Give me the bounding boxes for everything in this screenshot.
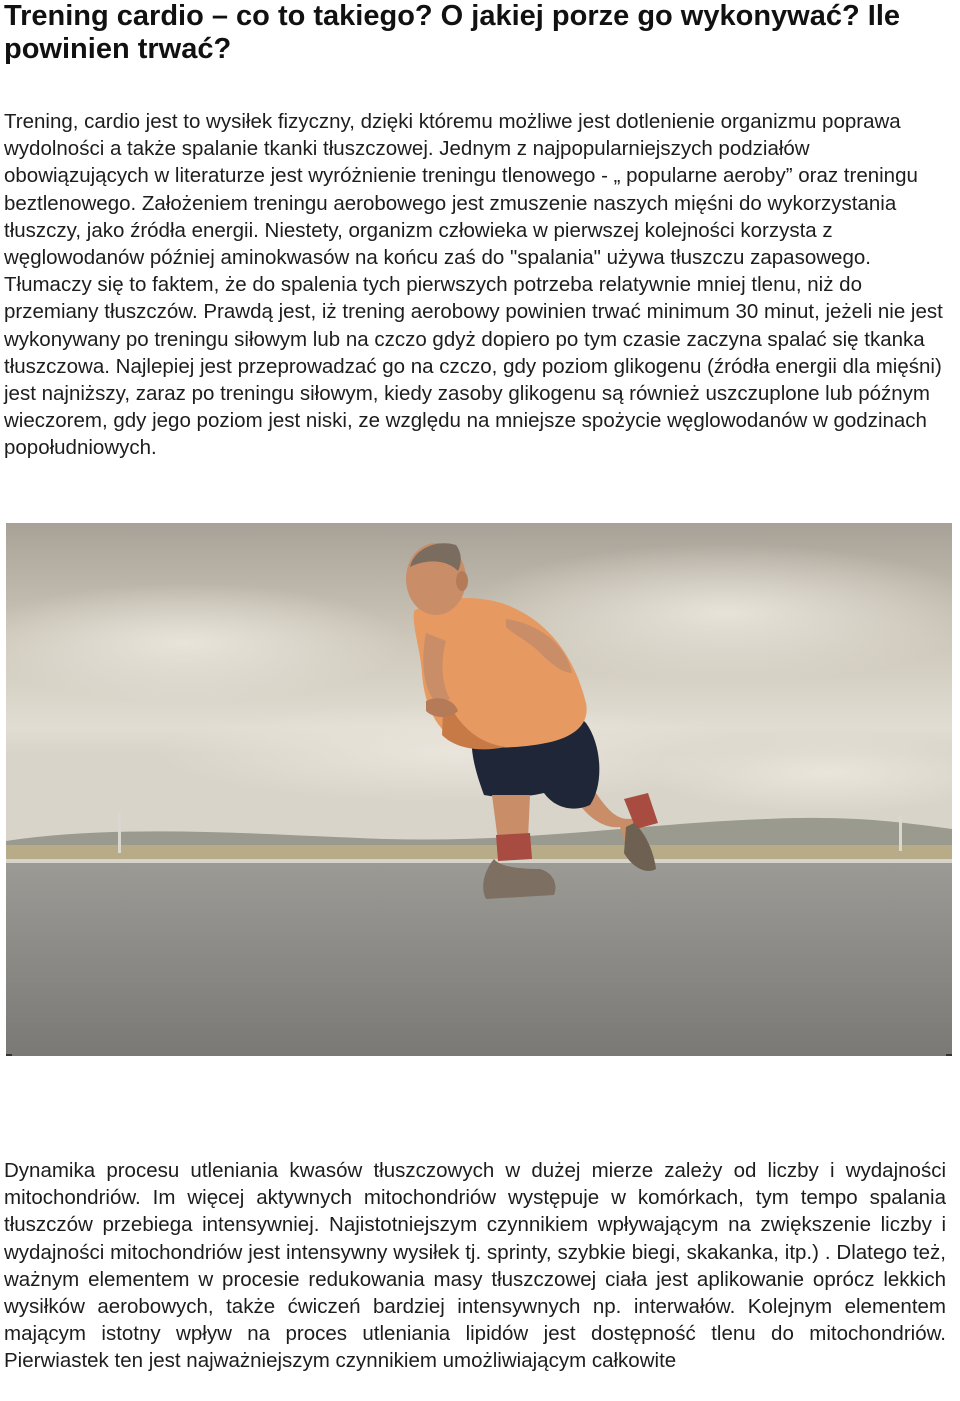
article-title: Trening cardio – co to takiego? O jakiej porze go wykonywać? Ile powinien trwać? [4, 0, 900, 65]
runner-photo [6, 523, 952, 1056]
article-paragraph-mitochondria: Dynamika procesu utleniania kwasów tłuszczowych w dużej mierze zależy od liczby i wydajności mitochondriów. Im więcej aktywnych mitochondriów występuje w komórkach, tym tempo spalania tłuszczów przebiega intensywniej. Najistotniejszym czynnikiem wpływającym na zwiększenie liczby i wydajności mitochondriów jest intensywny wysiłek tj. sprinty, szybkie biegi, skakanka, itp.) . Dlatego też, ważnym elementem w procesie redukowania masy tłuszczowej ciała jest aplikowanie oprócz lekkich wysiłków aerobowych, także ćwiczeń bardziej intensywnych np. interwałów. Kolejnym elementem mającym istotny wpływ na proces utleniania lipidów jest dostępność tlenu do mitochondriów. Pierwiastek ten jest najważniejszym czynnikiem umożliwiającym całkowite [4, 1159, 946, 1373]
article-paragraph-intro: Trening, cardio jest to wysiłek fizyczny, dzięki któremu możliwe jest dotlenienie organizmu poprawa wydolności a także spalanie tkanki tłuszczowej. Jednym z najpopularniejszych podziałów obowiązujących w literaturze jest wyróżnienie treningu tlenowego - „ popularne aeroby” oraz treningu beztlenowego. Założeniem treningu aerobowego jest zmuszenie naszych mięśni do wykorzystania tłuszczy, jako źródła energii. Niestety, organizm człowieka w pierwszej kolejności korzysta z węglowodanów później aminokwasów na końcu zaś do "spalania" używa tłuszczu zapasowego. Tłumaczy się to faktem, że do spalenia tych pierwszych potrzeba relatywnie mniej tlenu, niż do przemiany tłuszczów. Prawdą jest, iż trening aerobowy powinien trwać minimum 30 minut, jeżeli nie jest wykonywany po treningu siłowym lub na czczo gdyż dopiero po tym czasie zaczyna spalać się tkanka tłuszczowa. Najlepiej jest przeprowadzać go na czczo, gdy poziom glikogenu (źródła energii dla mięśni) jest najniższy, zaraz po treningu siłowym, kiedy zasoby glikogenu są również uszczuplone lub późnym wieczorem, gdy jego poziom jest niski, ze względu na mniejsze spożycie węglowodanów w godzinach popołudniowych. [4, 110, 943, 460]
